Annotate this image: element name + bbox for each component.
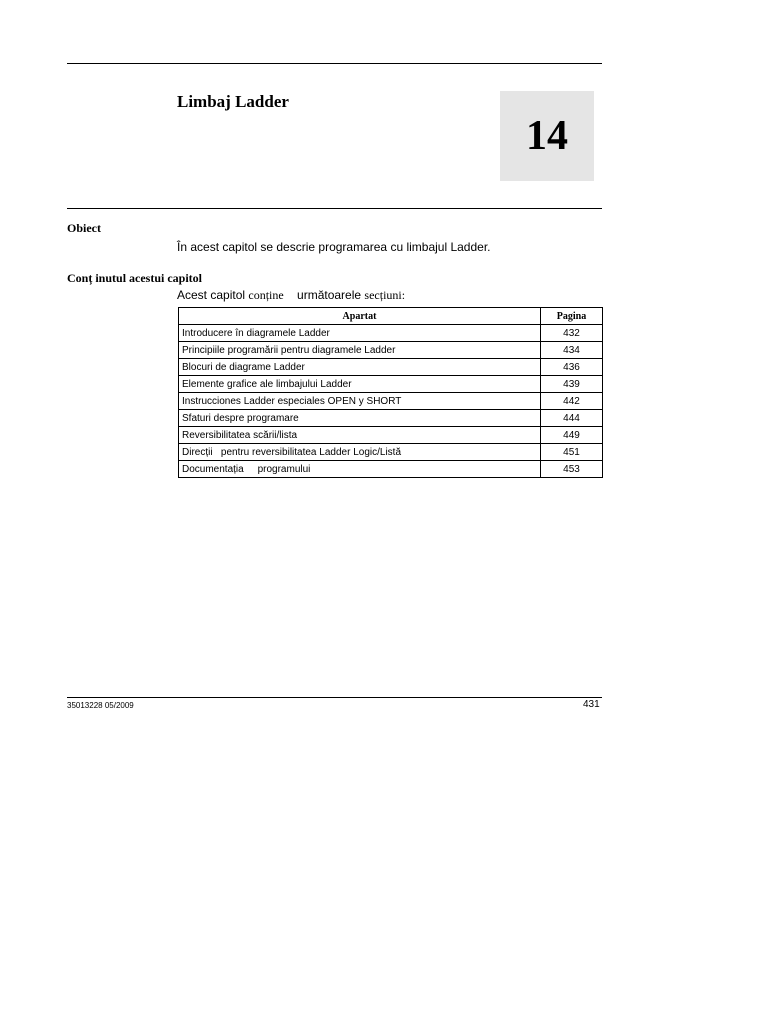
table-row	[179, 359, 603, 376]
contents-intro	[177, 288, 405, 303]
table-row	[179, 427, 603, 444]
section-page: 434	[541, 342, 603, 359]
contents-label: Conț inutul acestui capitol	[67, 271, 203, 285]
section-title: Documentația programului	[179, 461, 541, 478]
section-title: Reversibilitatea scării/lista	[179, 427, 541, 444]
table-row	[179, 393, 603, 410]
footer-rule	[67, 697, 602, 698]
objective-label: Obiect	[67, 221, 101, 235]
column-header-page: Pagina	[541, 308, 603, 325]
table-row	[179, 342, 603, 359]
top-rule	[67, 63, 602, 64]
table-row	[179, 444, 603, 461]
table-row	[179, 325, 603, 342]
table-row	[179, 461, 603, 478]
section-page: 444	[541, 410, 603, 427]
section-title: Elemente grafice ale limbajului Ladder	[179, 376, 541, 393]
footer-doc-id: 35013228 05/2009	[67, 701, 134, 710]
chapter-number-box	[500, 91, 594, 181]
chapter-number: 14	[526, 113, 568, 159]
objective-text: În acest capitol se descrie programarea cu limbajul Ladder.	[177, 240, 491, 254]
table-row	[179, 410, 603, 427]
contents-intro-part2: conține	[248, 288, 284, 302]
column-header-section: Apartat	[179, 308, 541, 325]
section-page: 432	[541, 325, 603, 342]
section-title: Blocuri de diagrame Ladder	[179, 359, 541, 376]
contents-table	[178, 307, 603, 478]
contents-intro-part1: Acest capitol	[177, 288, 249, 302]
section-title: Introducere în diagramele Ladder	[179, 325, 541, 342]
section-page: 442	[541, 393, 603, 410]
contents-intro-part4: secțiuni:	[364, 288, 406, 302]
section-page: 436	[541, 359, 603, 376]
header-bottom-rule	[67, 208, 602, 209]
section-title: Direcții pentru reversibilitatea Ladder Logic/Listă	[179, 444, 541, 461]
section-title: Sfaturi despre programare	[179, 410, 541, 427]
section-title: Instrucciones Ladder especiales OPEN y SHORT	[179, 393, 541, 410]
section-page: 451	[541, 444, 603, 461]
section-title: Principiile programării pentru diagramele Ladder	[179, 342, 541, 359]
contents-intro-part3: următoarele	[283, 288, 365, 302]
footer-page-number: 431	[583, 699, 600, 710]
chapter-title: Limbaj Ladder	[177, 92, 289, 111]
table-row	[179, 376, 603, 393]
section-page: 449	[541, 427, 603, 444]
section-page: 439	[541, 376, 603, 393]
section-page: 453	[541, 461, 603, 478]
table-header-row	[179, 308, 603, 325]
